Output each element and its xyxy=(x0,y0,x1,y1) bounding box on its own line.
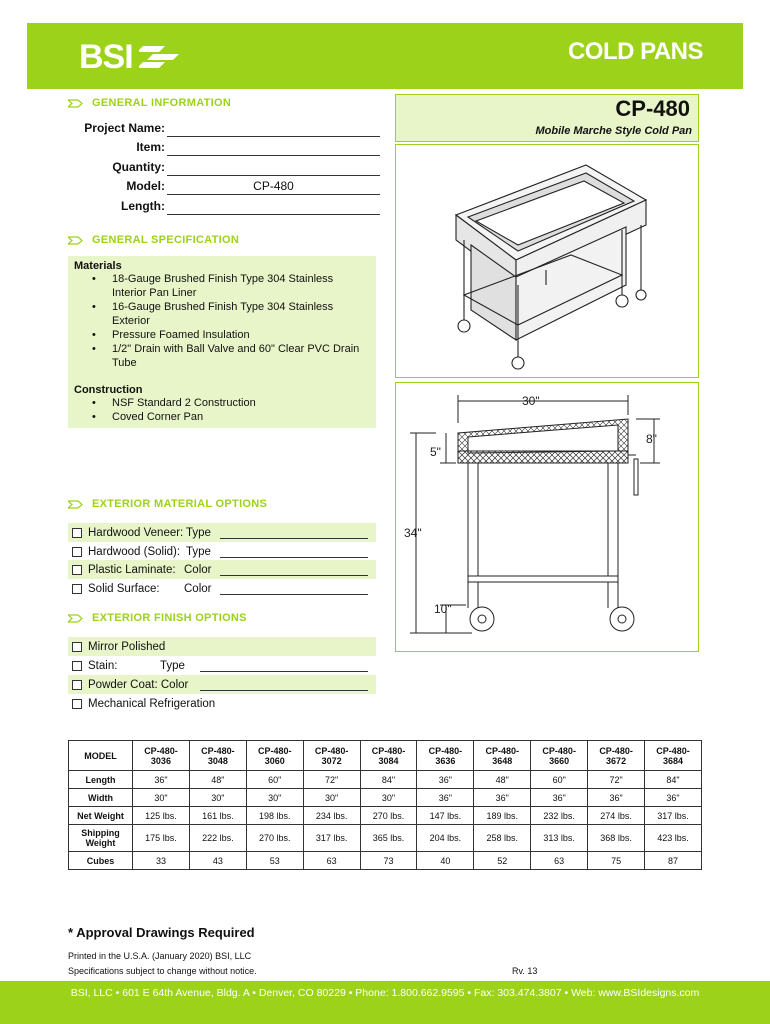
checkbox[interactable] xyxy=(72,547,82,557)
table-cell: 36" xyxy=(417,771,474,789)
table-cell: 87 xyxy=(645,852,702,870)
table-cell: 48" xyxy=(474,771,531,789)
specification-box xyxy=(68,256,376,428)
page-title: COLD PANS xyxy=(567,38,703,65)
dim-shelf-label: 10" xyxy=(434,602,452,616)
arrow-icon xyxy=(68,99,84,108)
list-item: • 16-Gauge Brushed Finish Type 304 Stainless xyxy=(92,300,370,314)
option-label: Hardwood (Solid): xyxy=(88,545,181,558)
checkbox[interactable] xyxy=(72,661,82,671)
quantity-row xyxy=(60,160,380,178)
table-cell: 365 lbs. xyxy=(360,825,417,852)
list-item-continuation: Exterior xyxy=(112,315,150,327)
table-cell: 313 lbs. xyxy=(531,825,588,852)
option-stain[interactable] xyxy=(68,656,376,675)
table-cell: 36" xyxy=(531,789,588,807)
exterior-finish-heading xyxy=(68,612,247,624)
checkbox[interactable] xyxy=(72,699,82,709)
table-cell: 274 lbs. xyxy=(588,807,645,825)
option-sub-label: Type xyxy=(186,526,211,539)
model-header-cell: CP-480- 3084 xyxy=(360,741,417,771)
row-label: Cubes xyxy=(69,852,133,870)
option-hardwood-solid[interactable] xyxy=(68,542,376,561)
table-cell: 36" xyxy=(645,789,702,807)
model-header-cell: CP-480- 3072 xyxy=(303,741,360,771)
table-cell: 198 lbs. xyxy=(246,807,303,825)
footer-contact[interactable]: BSI, LLC • 601 E 64th Avenue, Bldg. A • Denver, CO 80229 • Phone: 1.800.662.9595 • Fax: 303.474.3807 • Web: www.BSIdesigns.com xyxy=(70,987,700,999)
option-powder-coat[interactable] xyxy=(68,675,376,694)
table-cell: 189 lbs. xyxy=(474,807,531,825)
option-label: Solid Surface: xyxy=(88,582,160,595)
field-label: Item: xyxy=(136,140,165,154)
item-field[interactable] xyxy=(167,155,380,156)
table-cell: 36" xyxy=(417,789,474,807)
general-specification-heading xyxy=(68,234,239,246)
table-cell: 43 xyxy=(189,852,246,870)
section-title: GENERAL SPECIFICATION xyxy=(92,234,240,246)
dim-depth-label: 8" xyxy=(646,432,657,446)
row-label: Width xyxy=(69,789,133,807)
model-field[interactable] xyxy=(167,194,380,195)
model-header-cell: CP-480- 3036 xyxy=(133,741,190,771)
option-line[interactable] xyxy=(220,594,368,595)
model-header-cell: CP-480- 3636 xyxy=(417,741,474,771)
option-sub-label: Type xyxy=(186,545,211,558)
table-cell: 53 xyxy=(246,852,303,870)
length-row xyxy=(60,199,380,217)
table-cell: 125 lbs. xyxy=(133,807,190,825)
arrow-icon xyxy=(68,614,84,623)
checkbox[interactable] xyxy=(72,565,82,575)
logo-mark-icon xyxy=(139,42,183,72)
list-item: • Pressure Foamed Insulation xyxy=(92,328,370,342)
table-cell: 30" xyxy=(133,789,190,807)
table-cell: 30" xyxy=(246,789,303,807)
table-cell: 72" xyxy=(303,771,360,789)
option-sub-label: Type xyxy=(160,659,185,672)
table-row xyxy=(69,825,702,852)
product-illustration xyxy=(396,145,698,377)
option-sub-label: Color xyxy=(184,563,212,576)
table-cell: 60" xyxy=(531,771,588,789)
table-cell: 234 lbs. xyxy=(303,807,360,825)
side-elevation-frame xyxy=(395,382,699,652)
field-label: Quantity: xyxy=(112,160,165,174)
footer-bar xyxy=(0,981,770,1024)
item-row xyxy=(60,140,380,158)
table-header-cell: MODEL xyxy=(69,741,133,771)
table-cell: 72" xyxy=(588,771,645,789)
table-cell: 36" xyxy=(474,789,531,807)
construction-title: Construction xyxy=(74,384,143,396)
table-cell: 161 lbs. xyxy=(189,807,246,825)
table-cell: 60" xyxy=(246,771,303,789)
project-name-row xyxy=(60,121,380,139)
header-banner xyxy=(27,23,743,89)
model-row xyxy=(60,179,380,197)
printed-note: Printed in the U.S.A. (January 2020) BSI, LLC xyxy=(68,951,252,961)
model-header-cell: CP-480- 3660 xyxy=(531,741,588,771)
option-plastic-laminate[interactable] xyxy=(68,560,376,579)
model-header-cell: CP-480- 3060 xyxy=(246,741,303,771)
arrow-icon xyxy=(68,236,84,245)
option-label: Powder Coat: Color xyxy=(88,678,189,691)
table-cell: 270 lbs. xyxy=(360,807,417,825)
section-title: EXTERIOR FINISH OPTIONS xyxy=(92,612,247,624)
option-mechanical-refrigeration[interactable] xyxy=(68,694,376,713)
model-header-cell: CP-480- 3684 xyxy=(645,741,702,771)
dim-rim-label: 5" xyxy=(430,445,441,459)
table-row xyxy=(69,852,702,870)
approval-note: * Approval Drawings Required xyxy=(68,925,255,940)
models-table xyxy=(68,740,702,870)
option-label: Mirror Polished xyxy=(88,640,166,653)
table-cell: 84" xyxy=(360,771,417,789)
table-row xyxy=(69,789,702,807)
checkbox[interactable] xyxy=(72,642,82,652)
option-mirror-polished[interactable] xyxy=(68,637,376,656)
exterior-material-heading xyxy=(68,498,267,510)
table-cell: 73 xyxy=(360,852,417,870)
table-cell: 222 lbs. xyxy=(189,825,246,852)
side-elevation-drawing xyxy=(396,383,698,651)
option-label: Mechanical Refrigeration xyxy=(88,697,216,710)
option-label: Plastic Laminate: xyxy=(88,563,176,576)
row-label: Length xyxy=(69,771,133,789)
table-cell: 30" xyxy=(360,789,417,807)
option-label: Stain: xyxy=(88,659,118,672)
materials-list xyxy=(92,272,370,370)
table-cell: 258 lbs. xyxy=(474,825,531,852)
field-label: Model: xyxy=(126,179,165,193)
list-item: • 1/2" Drain with Ball Valve and 60" Clear PVC Drain xyxy=(92,342,370,356)
model-header-cell: CP-480- 3048 xyxy=(189,741,246,771)
row-label: Shipping Weight xyxy=(69,825,133,852)
construction-list xyxy=(92,396,370,424)
table-cell: 204 lbs. xyxy=(417,825,474,852)
option-line[interactable] xyxy=(220,575,368,576)
option-line[interactable] xyxy=(220,538,368,539)
option-sub-label: Color xyxy=(184,582,212,595)
logo-text: BSI xyxy=(79,37,133,76)
table-cell: 36" xyxy=(588,789,645,807)
option-line[interactable] xyxy=(220,557,368,558)
table-cell: 317 lbs. xyxy=(645,807,702,825)
length-field[interactable] xyxy=(167,214,380,215)
option-line[interactable] xyxy=(200,690,368,691)
table-row xyxy=(69,771,702,789)
table-cell: 317 lbs. xyxy=(303,825,360,852)
list-item: • 18-Gauge Brushed Finish Type 304 Stainless xyxy=(92,272,370,286)
table-cell: 40 xyxy=(417,852,474,870)
table-cell: 84" xyxy=(645,771,702,789)
table-cell: 270 lbs. xyxy=(246,825,303,852)
project-name-field[interactable] xyxy=(167,136,380,137)
model-header-cell: CP-480- 3648 xyxy=(474,741,531,771)
dim-width-label: 30" xyxy=(522,394,540,408)
checkbox[interactable] xyxy=(72,528,82,538)
quantity-field[interactable] xyxy=(167,175,380,176)
table-cell: 368 lbs. xyxy=(588,825,645,852)
product-subtitle: Mobile Marche Style Cold Pan xyxy=(535,125,692,137)
row-label: Net Weight xyxy=(69,807,133,825)
table-cell: 52 xyxy=(474,852,531,870)
list-item-continuation: Interior Pan Liner xyxy=(112,287,197,299)
table-cell: 75 xyxy=(588,852,645,870)
option-line[interactable] xyxy=(200,671,368,672)
table-cell: 63 xyxy=(531,852,588,870)
table-cell: 30" xyxy=(189,789,246,807)
list-item: • NSF Standard 2 Construction xyxy=(92,396,370,410)
checkbox[interactable] xyxy=(72,584,82,594)
table-row xyxy=(69,807,702,825)
table-cell: 48" xyxy=(189,771,246,789)
checkbox[interactable] xyxy=(72,680,82,690)
list-item-continuation: Tube xyxy=(112,357,137,369)
dim-height-label: 34" xyxy=(404,526,422,540)
table-cell: 147 lbs. xyxy=(417,807,474,825)
table-cell: 30" xyxy=(303,789,360,807)
product-image-frame xyxy=(395,144,699,378)
list-item: • Coved Corner Pan xyxy=(92,410,370,424)
option-solid-surface[interactable] xyxy=(68,579,376,598)
option-label: Hardwood Veneer: xyxy=(88,526,184,539)
specs-note: Specifications subject to change without notice. xyxy=(68,966,257,976)
revision-label: Rv. 13 xyxy=(512,966,538,976)
table-cell: 232 lbs. xyxy=(531,807,588,825)
product-code: CP-480 xyxy=(615,96,690,121)
table-header-row xyxy=(69,741,702,771)
option-hardwood-veneer[interactable] xyxy=(68,523,376,542)
table-cell: 175 lbs. xyxy=(133,825,190,852)
table-cell: 423 lbs. xyxy=(645,825,702,852)
section-title: GENERAL INFORMATION xyxy=(92,97,232,109)
table-cell: 36" xyxy=(133,771,190,789)
field-label: Length: xyxy=(121,199,165,213)
table-cell: 63 xyxy=(303,852,360,870)
table-cell: 33 xyxy=(133,852,190,870)
product-title-box xyxy=(395,94,699,142)
model-header-cell: CP-480- 3672 xyxy=(588,741,645,771)
field-label: Project Name: xyxy=(84,121,165,135)
model-value: CP-480 xyxy=(253,179,294,193)
arrow-icon xyxy=(68,500,84,509)
materials-title: Materials xyxy=(74,260,122,272)
section-title: EXTERIOR MATERIAL OPTIONS xyxy=(92,498,268,510)
bsi-logo[interactable] xyxy=(79,37,183,77)
general-information-heading xyxy=(68,97,231,109)
